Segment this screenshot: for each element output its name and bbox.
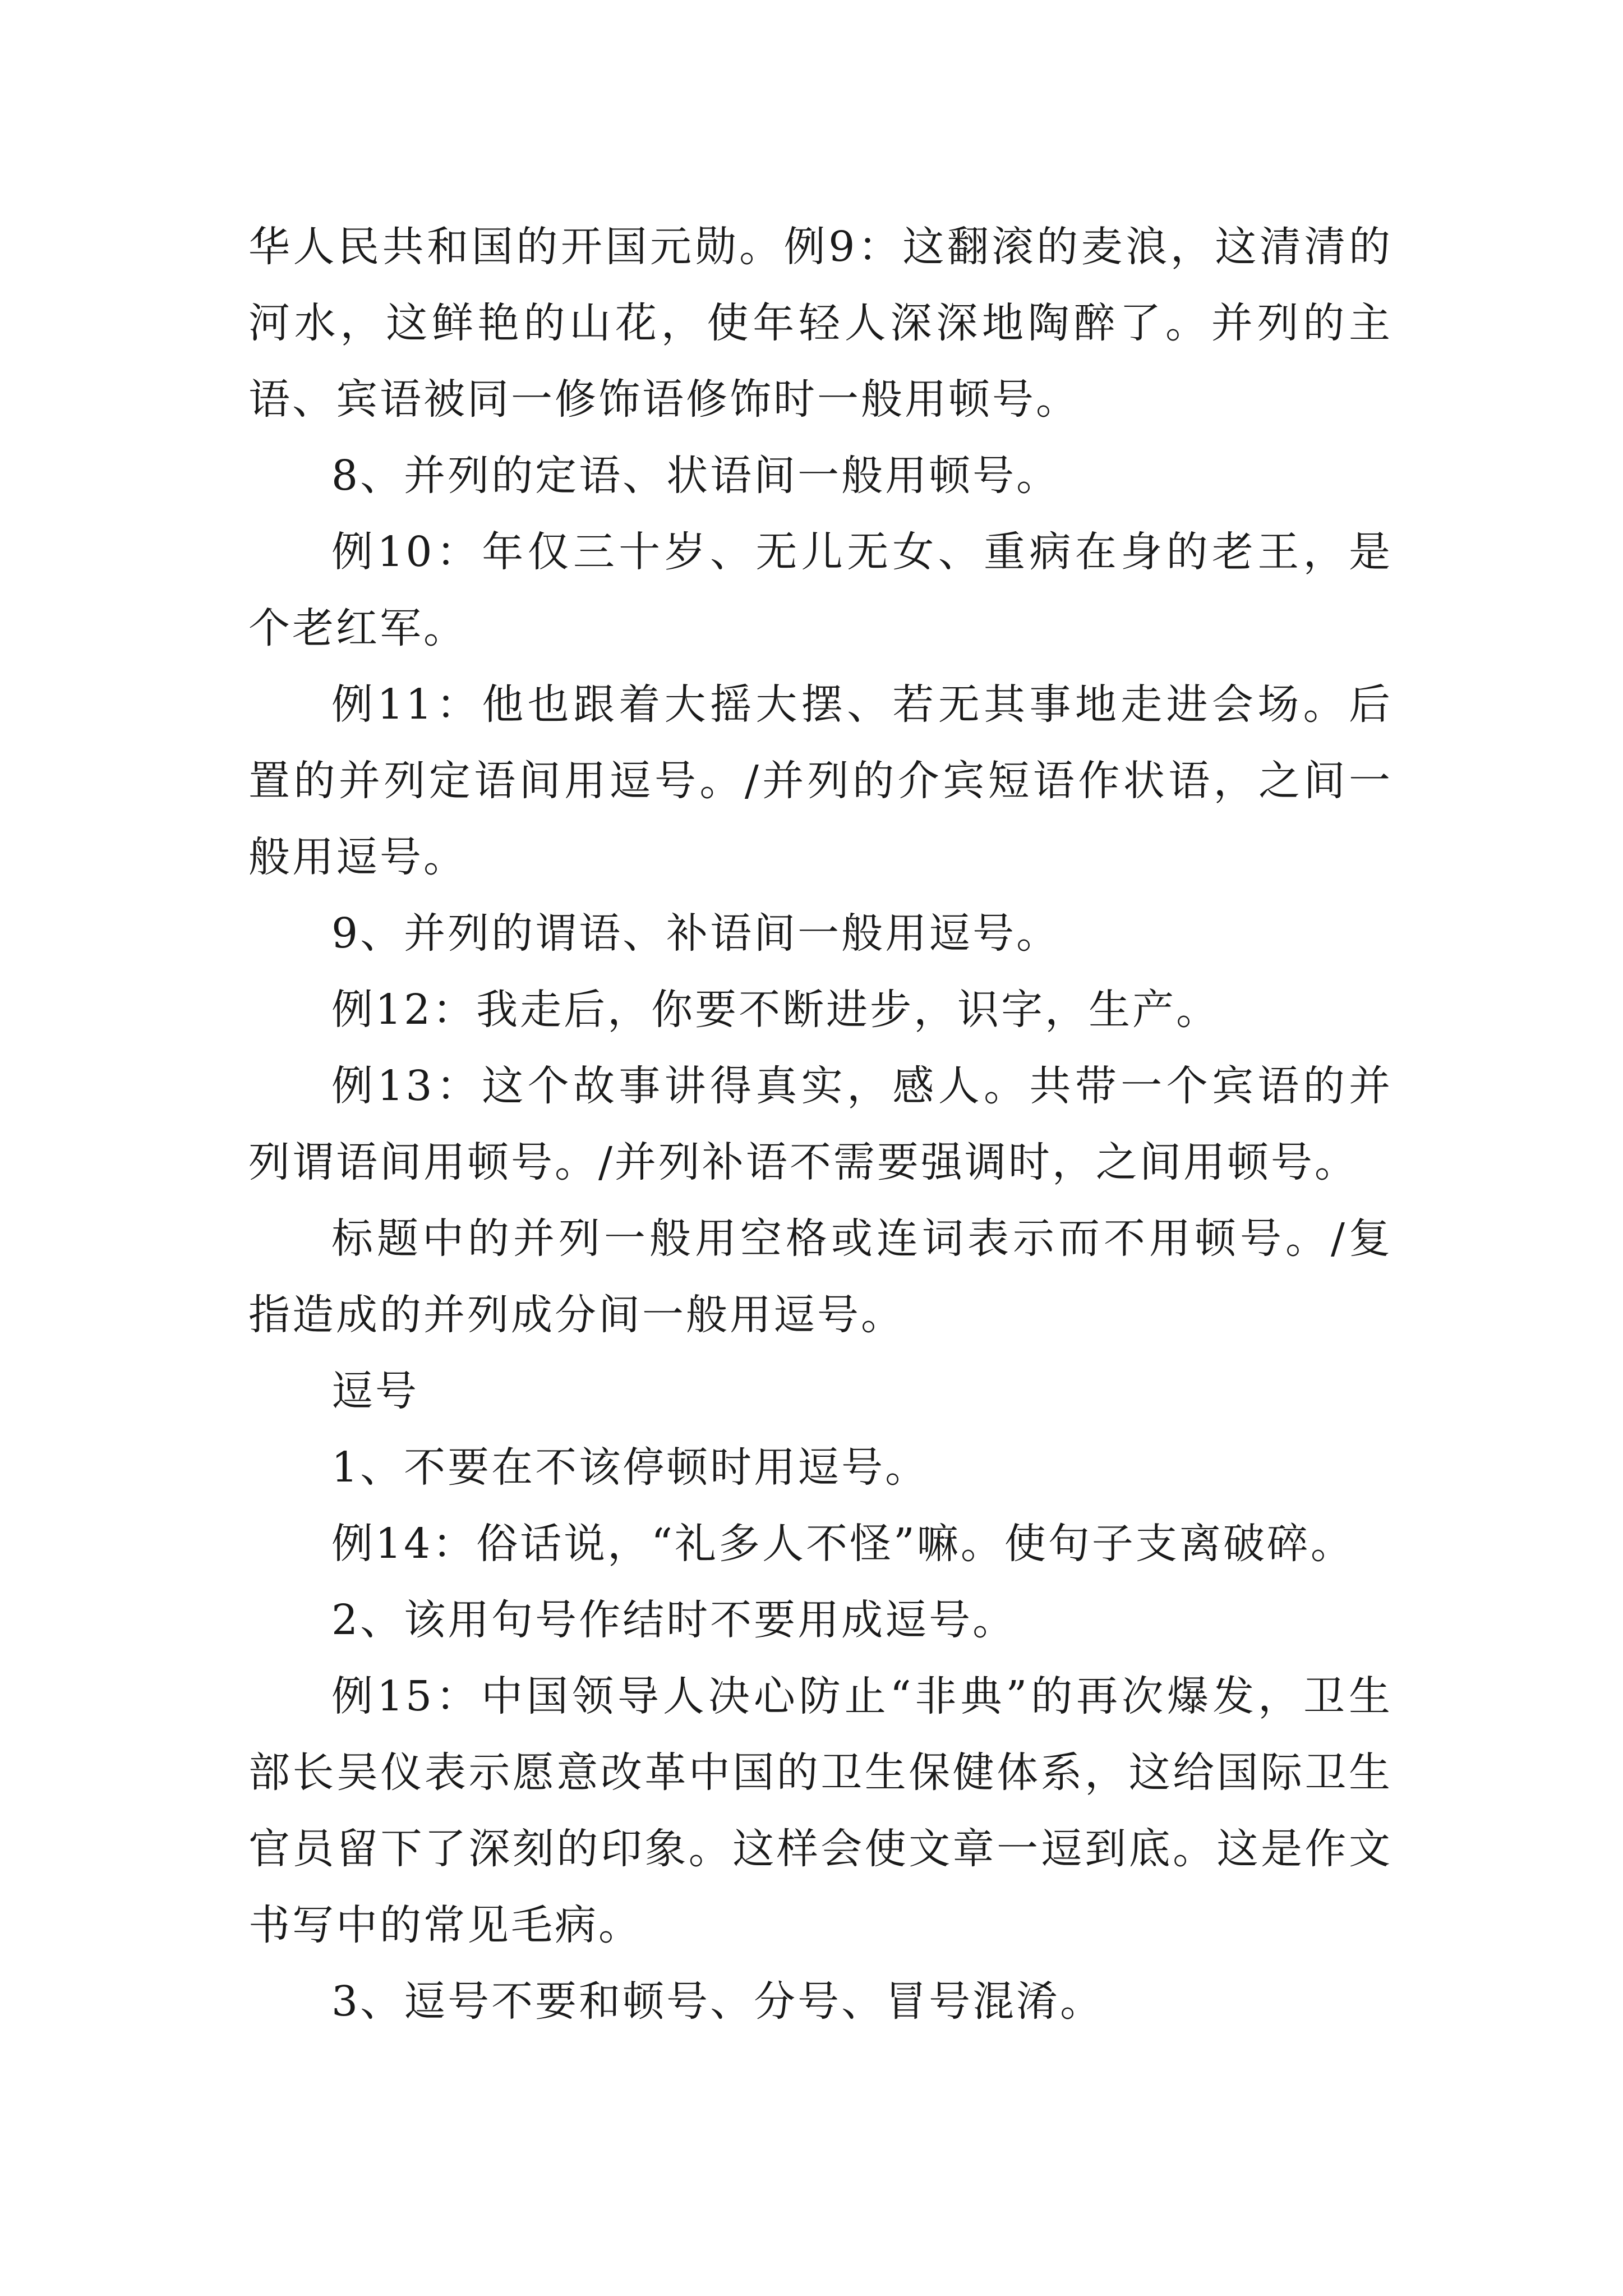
paragraph-7: 例13：这个故事讲得真实，感人。共带一个宾语的并列谓语间用顿号。/并列补语不需要强调时，之间用顿号。 [248, 1062, 1393, 1186]
paragraph-5: 9、并列的谓语、补语间一般用逗号。 [331, 909, 1061, 958]
paragraph-1: 华人民共和国的开国元勋。例9：这翻滚的麦浪，这清清的河水，这鲜艳的山花，使年轻人深深地陶醉了。并列的主语、宾语被同一修饰语修饰时一般用顿号。 [248, 223, 1393, 424]
document-body [248, 209, 1393, 2040]
paragraph-3: 例10：年仅三十岁、无儿无女、重病在身的老王，是个老红军。 [248, 528, 1393, 652]
paragraph-6: 例12：我走后，你要不断进步，识字，生产。 [331, 986, 1220, 1034]
section-heading-comma: 逗号 [331, 1367, 419, 1415]
paragraph-4: 例11：他也跟着大摇大摆、若无其事地走进会场。后置的并列定语间用逗号。/并列的介宾短语作状语，之间一般用逗号。 [248, 680, 1393, 881]
paragraph-11: 例14：俗话说，“礼多人不怪”嘛。使句子支离破碎。 [331, 1520, 1354, 1568]
paragraph-14: 3、逗号不要和顿号、分号、冒号混淆。 [331, 1977, 1104, 2026]
paragraph-13: 例15：中国领导人决心防止“非典”的再次爆发，卫生部长吴仪表示愿意改革中国的卫生保健体系，这给国际卫生官员留下了深刻的印象。这样会使文章一逗到底。这是作文书写中的常见毛病。 [248, 1672, 1393, 1949]
paragraph-2: 8、并列的定语、状语间一般用顿号。 [331, 452, 1061, 500]
paragraph-10: 1、不要在不该停顿时用逗号。 [331, 1443, 929, 1492]
paragraph-12: 2、该用句号作结时不要用成逗号。 [331, 1596, 1017, 1644]
paragraph-8: 标题中的并列一般用空格或连词表示而不用顿号。/复指造成的并列成分间一般用逗号。 [248, 1214, 1393, 1339]
